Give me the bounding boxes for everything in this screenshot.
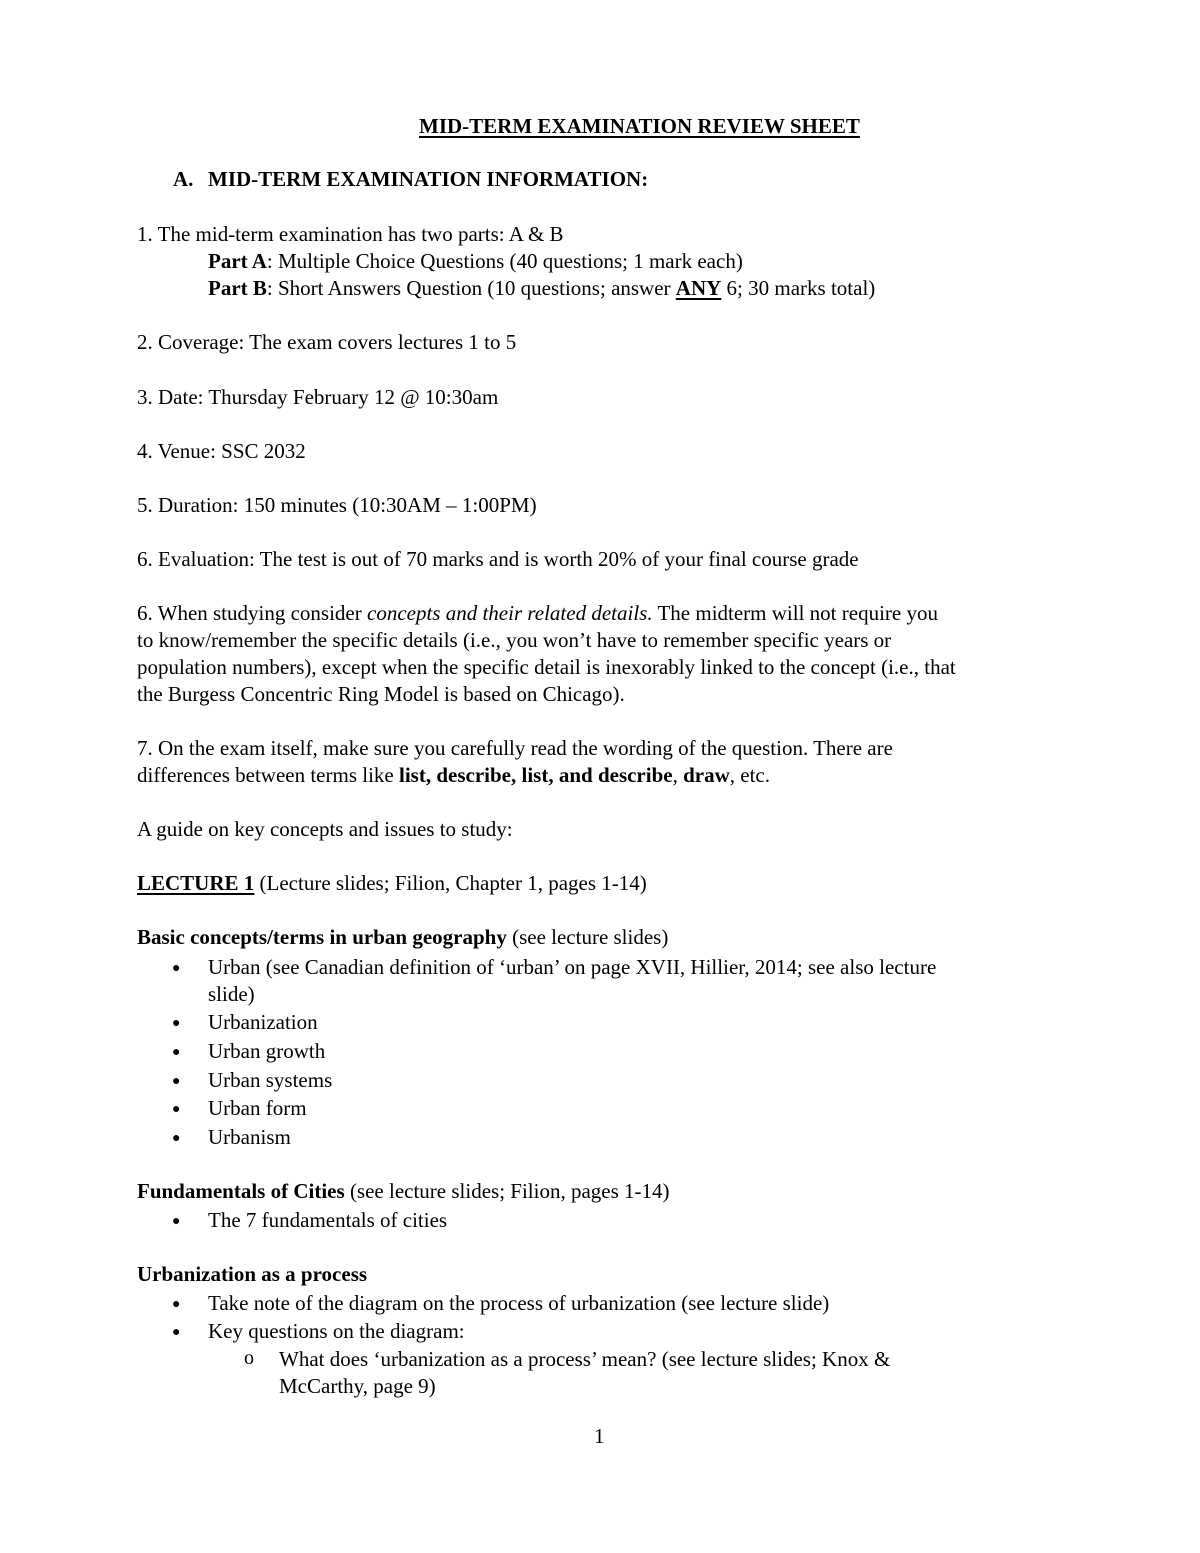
item-1: 1. The mid-term examination has two parts: A & B [137, 222, 564, 246]
list-item: Urban (see Canadian definition of ‘urban’ on page XVII, Hillier, 2014; see also lecture [208, 955, 937, 979]
section-a-letter: A. [173, 167, 194, 191]
item-6b-line-2: to know/remember the specific details (i.e., you won’t have to remember specific years or [137, 628, 892, 652]
bullet-icon: ● [172, 1325, 181, 1340]
item-7-line-2: differences between terms like list, describe, list, and describe, draw, etc. [137, 763, 770, 787]
guide-text: A guide on key concepts and issues to study: [137, 817, 513, 841]
list-item: Urban form [208, 1096, 307, 1120]
list-item: The 7 fundamentals of cities [208, 1208, 448, 1232]
process-heading: Urbanization as a process [137, 1262, 368, 1286]
part-a-text: : Multiple Choice Questions (40 questions; 1 mark each) [266, 249, 743, 273]
list-item-continuation: slide) [208, 982, 255, 1006]
part-b-label: Part B [208, 276, 267, 300]
part-b-text-end: 6; 30 marks total) [721, 276, 876, 300]
bullet-icon: ● [172, 1074, 181, 1089]
page-number: 1 [594, 1424, 605, 1448]
page-title: MID-TERM EXAMINATION REVIEW SHEET [419, 114, 860, 138]
part-b-line [208, 275, 875, 302]
sub-list-item: What does ‘urbanization as a process’ mean? (see lecture slides; Knox & [279, 1347, 891, 1371]
list-item: Urban systems [208, 1068, 333, 1092]
list-item: Urban growth [208, 1039, 326, 1063]
fundamentals-heading: Fundamentals of Cities (see lecture slides; Filion, pages 1-14) [137, 1179, 670, 1203]
item-7-line-1: 7. On the exam itself, make sure you carefully read the wording of the question. There are [137, 736, 893, 760]
item-3: 3. Date: Thursday February 12 @ 10:30am [137, 385, 499, 409]
list-item: Key questions on the diagram: [208, 1319, 465, 1343]
bullet-icon: ● [172, 1016, 181, 1031]
bullet-icon: ● [172, 1102, 181, 1117]
bullet-icon: ● [172, 1045, 181, 1060]
list-item: Urbanization [208, 1010, 318, 1034]
basic-concepts-heading: Basic concepts/terms in urban geography (see lecture slides) [137, 925, 669, 949]
item-6b-italic: concepts and their related details. [367, 601, 653, 625]
bullet-icon: ● [172, 1297, 181, 1312]
part-a-line [208, 248, 743, 275]
item-4: 4. Venue: SSC 2032 [137, 439, 306, 463]
list-item: Take note of the diagram on the process of urbanization (see lecture slide) [208, 1291, 830, 1315]
part-b-text: : Short Answers Question (10 questions; answer [266, 276, 676, 300]
circle-bullet-icon: o [244, 1347, 254, 1369]
list-item: Urbanism [208, 1125, 291, 1149]
lecture-1-heading: LECTURE 1 (Lecture slides; Filion, Chapter 1, pages 1-14) [137, 871, 647, 895]
item-6: 6. Evaluation: The test is out of 70 marks and is worth 20% of your final course grade [137, 547, 859, 571]
bullet-icon: ● [172, 1214, 181, 1229]
item-6b-line-1: 6. When studying consider concepts and their related details. The midterm will not require you [137, 601, 938, 625]
bullet-icon: ● [172, 961, 181, 976]
section-a-heading: MID-TERM EXAMINATION INFORMATION: [208, 167, 649, 191]
item-6b-line-4: the Burgess Concentric Ring Model is based on Chicago). [137, 682, 625, 706]
item-5: 5. Duration: 150 minutes (10:30AM – 1:00PM) [137, 493, 537, 517]
item-2: 2. Coverage: The exam covers lectures 1 to 5 [137, 330, 517, 354]
sub-list-item-continuation: McCarthy, page 9) [279, 1374, 436, 1398]
part-a-label: Part A [208, 249, 267, 273]
item-6b-line-3: population numbers), except when the specific detail is inexorably linked to the concept (i.e., that [137, 655, 956, 679]
bullet-icon: ● [172, 1131, 181, 1146]
part-b-any: ANY [675, 276, 722, 300]
lecture-1-label: LECTURE 1 [137, 871, 255, 895]
